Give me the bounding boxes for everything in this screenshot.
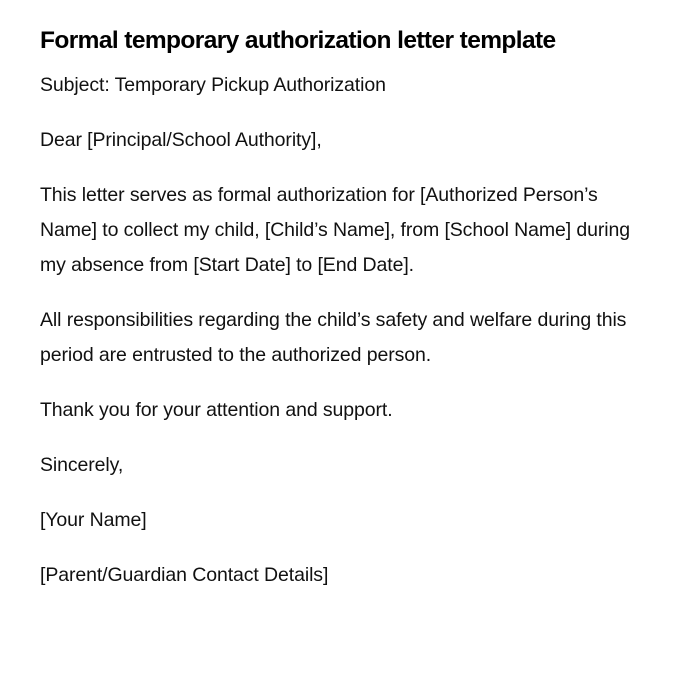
signature-name: [Your Name] — [40, 509, 147, 531]
closing: Sincerely, — [40, 454, 124, 476]
letter-document — [40, 24, 640, 593]
contact-details: [Parent/Guardian Contact Details] — [40, 564, 329, 586]
document-title: Formal temporary authorization letter template — [40, 27, 556, 54]
subject-line: Subject: Temporary Pickup Authorization — [40, 74, 386, 96]
body-paragraph-thanks: Thank you for your attention and support. — [40, 399, 393, 421]
salutation: Dear [Principal/School Authority], — [40, 129, 322, 151]
body-paragraph-authorization: This letter serves as formal authorization for [Authorized Person’s Name] to collect my child, [Child’s Name], from [School Name] during my absence from [Start Date] to [End Date]. — [40, 184, 630, 276]
body-paragraph-responsibility: All responsibilities regarding the child’s safety and welfare during this period are entrusted to the authorized person. — [40, 309, 627, 366]
